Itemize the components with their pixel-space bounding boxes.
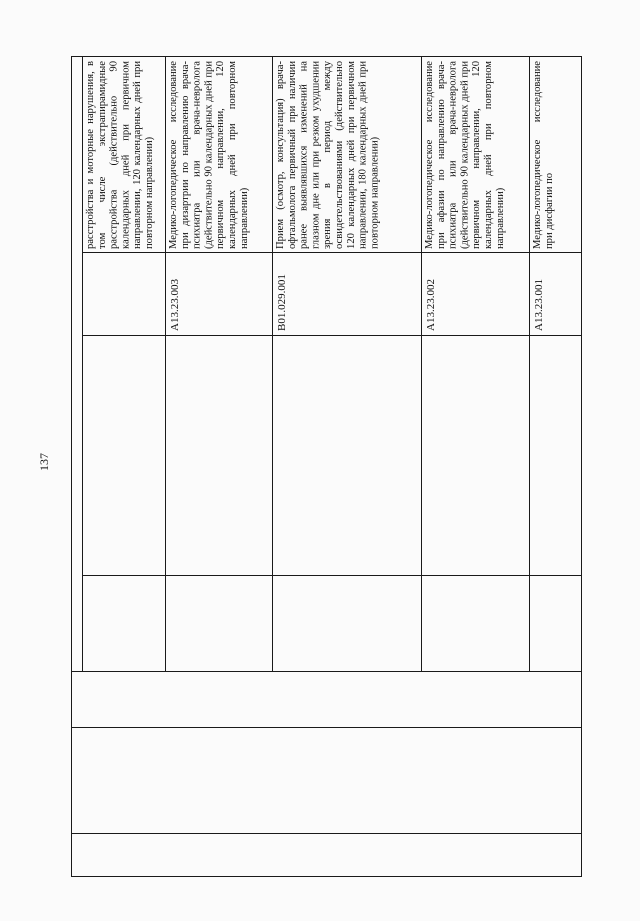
table-cell-description: Медико-логопедическое исследование при дизартрии по направлению врача-психиатра или врача-невролога (действительно 90 календарных дней при первичном направлении, 120 календарных дней при повторном направлении) [168, 61, 250, 249]
column-divider [71, 833, 582, 834]
table-cell-code [83, 253, 165, 335]
table-cell-description: Медико-логопедическое исследование при дисфагии по [532, 61, 555, 249]
column-divider [82, 335, 582, 336]
table-border-bottom [71, 876, 582, 877]
table-cell-code: A13.23.002 [425, 279, 437, 331]
table-cell-code: B01.029.001 [276, 274, 288, 331]
column-divider [82, 575, 582, 576]
page-number: 137 [37, 453, 51, 471]
table-border-right [581, 56, 582, 877]
column-divider [71, 727, 582, 728]
table-cell-code: A13.23.003 [169, 279, 181, 331]
table-cell-description: Медико-логопедическое исследование при афазии по направлению врача-психиатра или врача-невролога (действительно 90 календарных дней при первичном направлении, 120 календарных дней при повторном направлении) [424, 61, 506, 249]
table-cell-description: расстройства и моторные нарушения, в том числе экстрапирамидные расстройства (действительно 90 календарных дней при первичном направлении, 120 календарных дней при повторном направлении) [85, 61, 155, 249]
table-cell-code: A13.23.001 [533, 279, 545, 331]
table-border-left [71, 56, 72, 877]
column-divider [71, 671, 582, 672]
table-cell-description: Прием (осмотр, консультация) врача-офтальмолога первичный при наличии ранее выявлявшихся изменений на глазном дне или при резком ухудшении зрения в период между освидетельствованиями (действительно 120 календарных дней при первичном направлении, 180 календарных дней при повторном направлении) [275, 61, 381, 249]
